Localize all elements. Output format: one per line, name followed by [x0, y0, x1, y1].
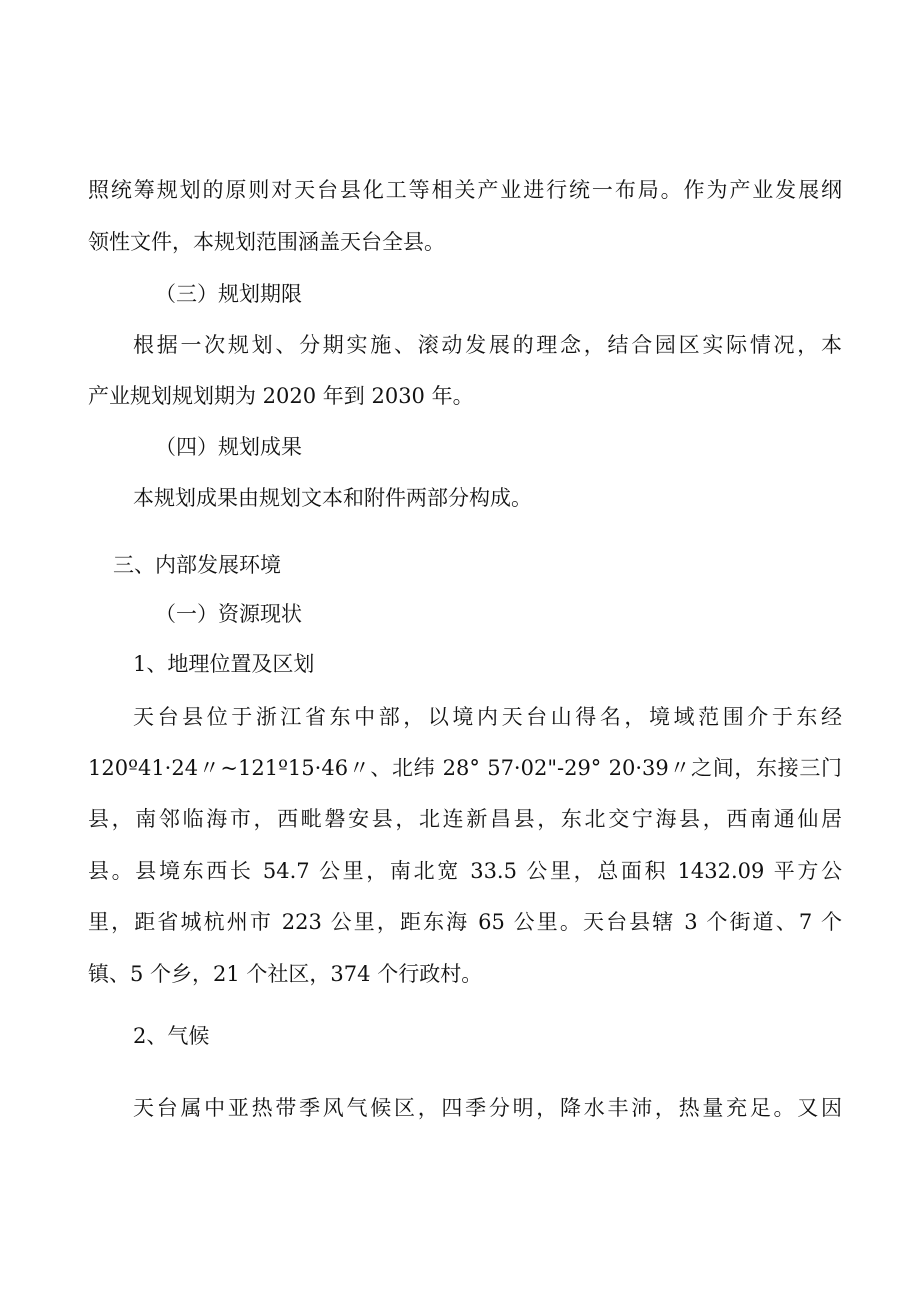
heading-climate: 2、气候 — [133, 1024, 210, 1048]
heading-section-internal-environment: 三、内部发展环境 — [113, 553, 281, 577]
paragraph-location-line-6: 镇、5 个乡，21 个社区，374 个行政村。 — [88, 962, 483, 986]
paragraph-period-line-1: 根据一次规划、分期实施、滚动发展的理念，结合园区实际情况，本 — [133, 333, 842, 357]
paragraph-location-line-5: 里，距省城杭州市 223 公里，距东海 65 公里。天台县辖 3 个街道、7 个 — [88, 910, 842, 934]
paragraph-location-line-4: 县。县境东西长 54.7 公里，南北宽 33.5 公里，总面积 1432.09 平方公 — [88, 859, 842, 883]
paragraph-location-line-3: 县，南邻临海市，西毗磐安县，北连新昌县，东北交宁海县，西南通仙居 — [88, 807, 842, 831]
paragraph-climate-line-1: 天台属中亚热带季风气候区，四季分明，降水丰沛，热量充足。又因 — [133, 1096, 842, 1120]
paragraph-location-line-1: 天台县位于浙江省东中部，以境内天台山得名，境域范围介于东经 — [133, 705, 842, 729]
paragraph-period-line-2: 产业规划规划期为 2020 年到 2030 年。 — [88, 384, 474, 408]
heading-planning-results: （四）规划成果 — [155, 435, 302, 459]
paragraph-location-line-2: 120º41·24〃~121º15·46〃、北纬 28° 57·02"-29° 20·39〃之间，东接三门 — [88, 756, 842, 780]
paragraph-scope-line-2: 领性文件，本规划范围涵盖天台全县。 — [88, 230, 445, 254]
heading-resource-status: （一）资源现状 — [155, 602, 302, 626]
heading-geographic-location: 1、地理位置及区划 — [133, 652, 315, 676]
paragraph-results-line-1: 本规划成果由规划文本和附件两部分构成。 — [133, 486, 532, 510]
paragraph-scope-line-1: 照统筹规划的原则对天台县化工等相关产业进行统一布局。作为产业发展纲 — [88, 178, 842, 202]
heading-planning-period: （三）规划期限 — [155, 282, 302, 306]
